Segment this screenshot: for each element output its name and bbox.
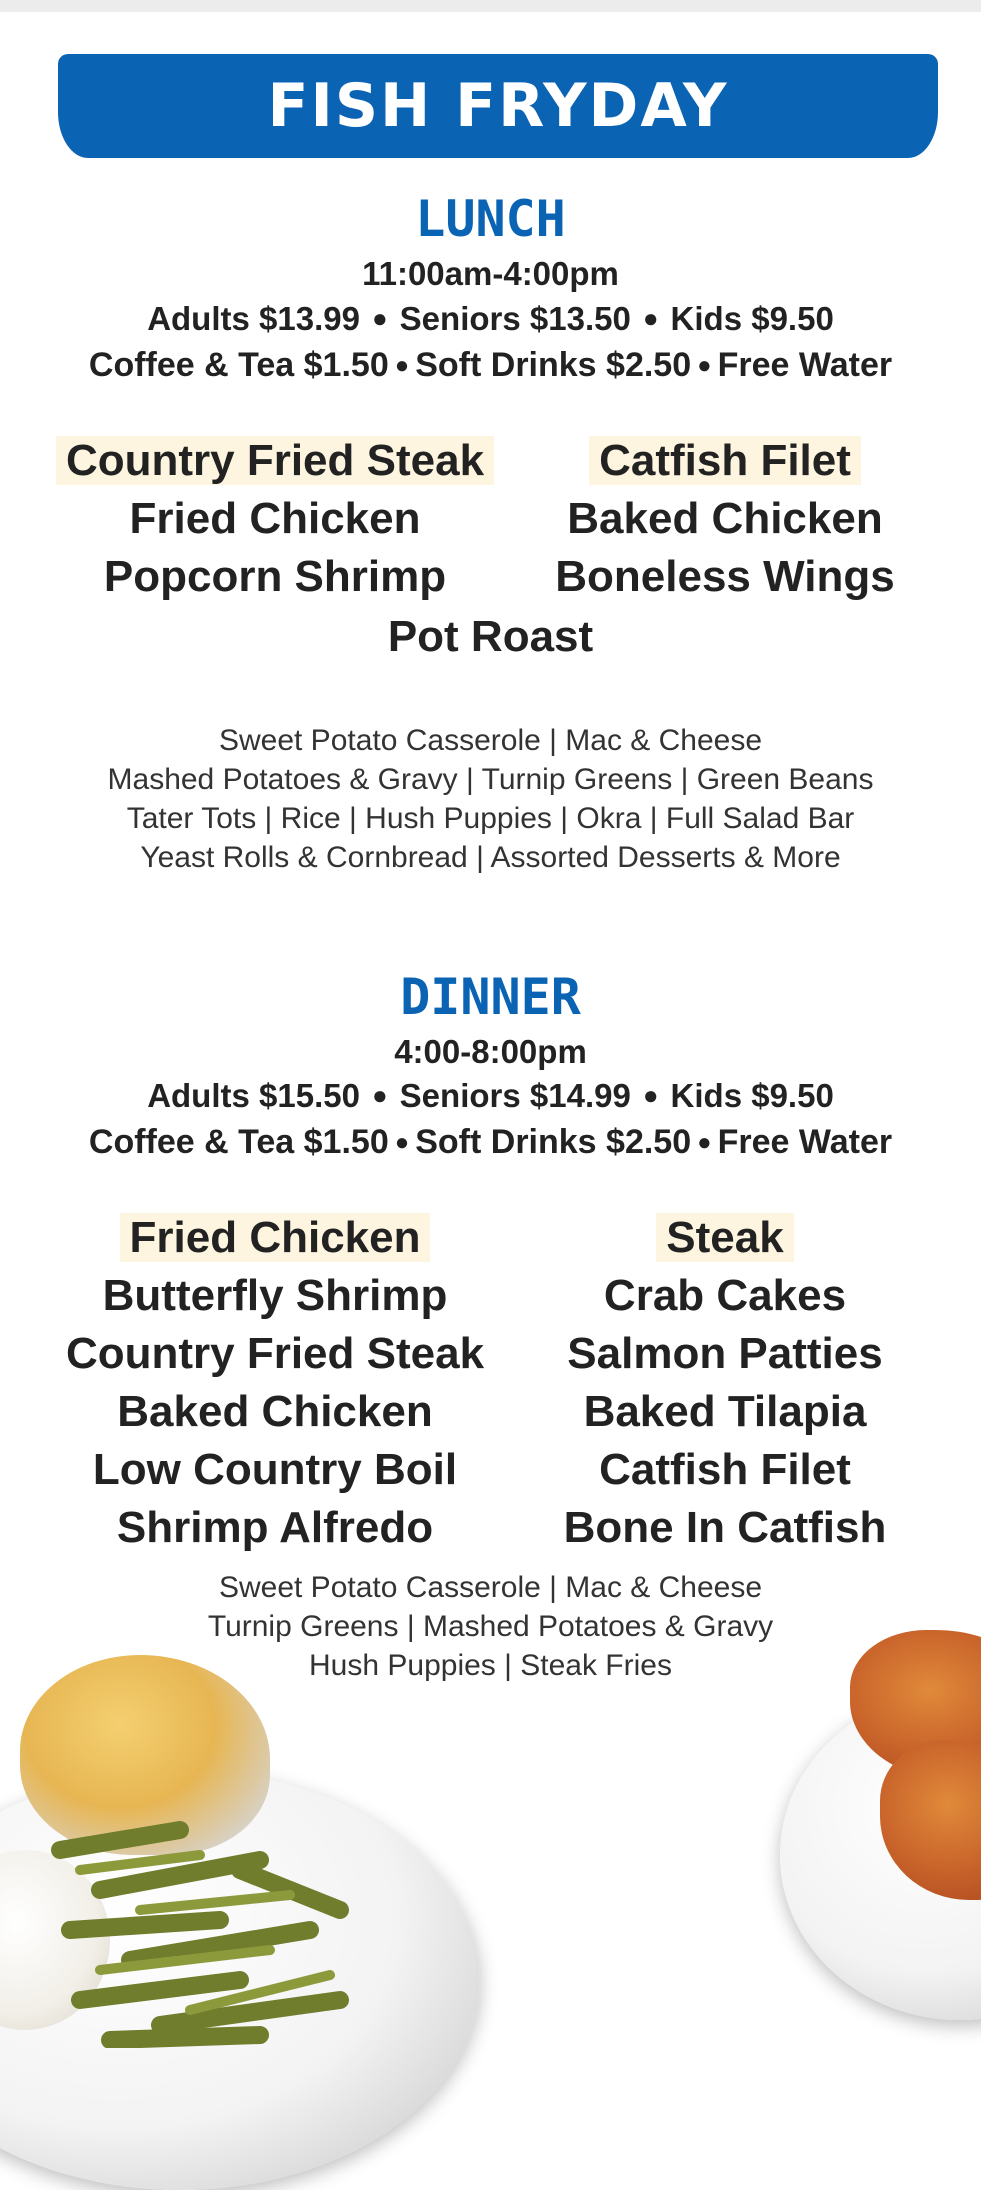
- dinner-heading: DINNER: [400, 968, 581, 1026]
- lunch-sides-line: Mashed Potatoes & Gravy | Turnip Greens | Green Beans: [107, 763, 874, 796]
- dinner-entree: Low Country Boil: [92, 1445, 458, 1494]
- dinner-drink-coffee: Coffee & Tea $1.50: [88, 1123, 389, 1161]
- top-strip: [0, 0, 981, 12]
- lunch-sides: [0, 721, 981, 877]
- dinner-entree: [480, 1209, 970, 1267]
- lunch-entree: [30, 432, 520, 490]
- dinner-entree: Baked Chicken: [117, 1387, 433, 1436]
- page-title: FISH FRYDAY: [267, 71, 729, 141]
- lunch-price-adults: Adults $13.99: [147, 300, 360, 337]
- dinner-entree: Bone In Catfish: [563, 1503, 887, 1552]
- lunch-entree: Fried Chicken: [129, 494, 421, 543]
- lunch-entree: Popcorn Shrimp: [103, 552, 447, 601]
- green-beans-image: [40, 1810, 370, 2048]
- lunch-drink-water: Free Water: [717, 346, 893, 384]
- dinner-drink-soft: Soft Drinks $2.50: [415, 1123, 692, 1161]
- lunch-entree: [480, 432, 970, 490]
- dinner-sides-line: Sweet Potato Casserole | Mac & Cheese: [218, 1571, 763, 1604]
- lunch-sides-line: Tater Tots | Rice | Hush Puppies | Okra | Full Salad Bar: [126, 802, 855, 835]
- lunch-heading: LUNCH: [415, 190, 566, 248]
- lunch-hours: 11:00am-4:00pm: [362, 255, 619, 292]
- dinner-price-kids: Kids $9.50: [670, 1077, 834, 1114]
- lunch-sides-line: Yeast Rolls & Cornbread | Assorted Desserts & More: [140, 841, 841, 874]
- lunch-sides-line: Sweet Potato Casserole | Mac & Cheese: [218, 724, 763, 757]
- lunch-entree: Boneless Wings: [555, 552, 895, 601]
- dinner-entree: Country Fried Steak: [65, 1329, 485, 1378]
- lunch-featured-right: Catfish Filet: [589, 436, 861, 485]
- lunch-entree-center: Pot Roast: [387, 612, 594, 661]
- dinner-left-column: [30, 1209, 520, 1557]
- dinner-entree: Catfish Filet: [599, 1445, 851, 1494]
- dinner-featured-right: Steak: [656, 1213, 793, 1262]
- dinner-sides-line: Hush Puppies | Steak Fries: [309, 1649, 672, 1682]
- lunch-price-kids: Kids $9.50: [670, 300, 834, 337]
- lunch-price-seniors: Seniors $13.50: [399, 300, 631, 337]
- dinner-drinks: Coffee & Tea $1.50 ● Soft Drinks $2.50 ● Free Water: [88, 1123, 893, 1161]
- dinner-right-column: [480, 1209, 970, 1557]
- lunch-drinks: Coffee & Tea $1.50 ● Soft Drinks $2.50 ● Free Water: [88, 346, 893, 384]
- title-banner: [58, 54, 938, 158]
- dinner-drink-water: Free Water: [717, 1123, 893, 1161]
- dinner-hours: 4:00-8:00pm: [394, 1033, 587, 1070]
- dinner-entree: Butterfly Shrimp: [102, 1271, 448, 1320]
- dinner-featured-left: Fried Chicken: [120, 1213, 431, 1262]
- dinner-sides-line: Turnip Greens | Mashed Potatoes & Gravy: [207, 1610, 774, 1643]
- dinner-price-seniors: Seniors $14.99: [399, 1077, 631, 1114]
- lunch-drink-coffee: Coffee & Tea $1.50: [88, 346, 389, 384]
- lunch-prices: Adults $13.99 ● Seniors $13.50 ● Kids $9.50: [147, 300, 834, 337]
- lunch-left-column: [30, 432, 520, 606]
- dinner-prices: Adults $15.50 ● Seniors $14.99 ● Kids $9.50: [147, 1077, 834, 1114]
- dinner-entree: Crab Cakes: [603, 1271, 847, 1320]
- lunch-entree: Baked Chicken: [567, 494, 883, 543]
- dinner-entree: [30, 1209, 520, 1267]
- dinner-entree: Salmon Patties: [567, 1329, 883, 1378]
- lunch-right-column: [480, 432, 970, 606]
- lunch-featured-left: Country Fried Steak: [56, 436, 494, 485]
- lunch-drink-soft: Soft Drinks $2.50: [415, 346, 692, 384]
- dinner-price-adults: Adults $15.50: [147, 1077, 360, 1114]
- dinner-entree: Baked Tilapia: [583, 1387, 867, 1436]
- dinner-entree: Shrimp Alfredo: [116, 1503, 434, 1552]
